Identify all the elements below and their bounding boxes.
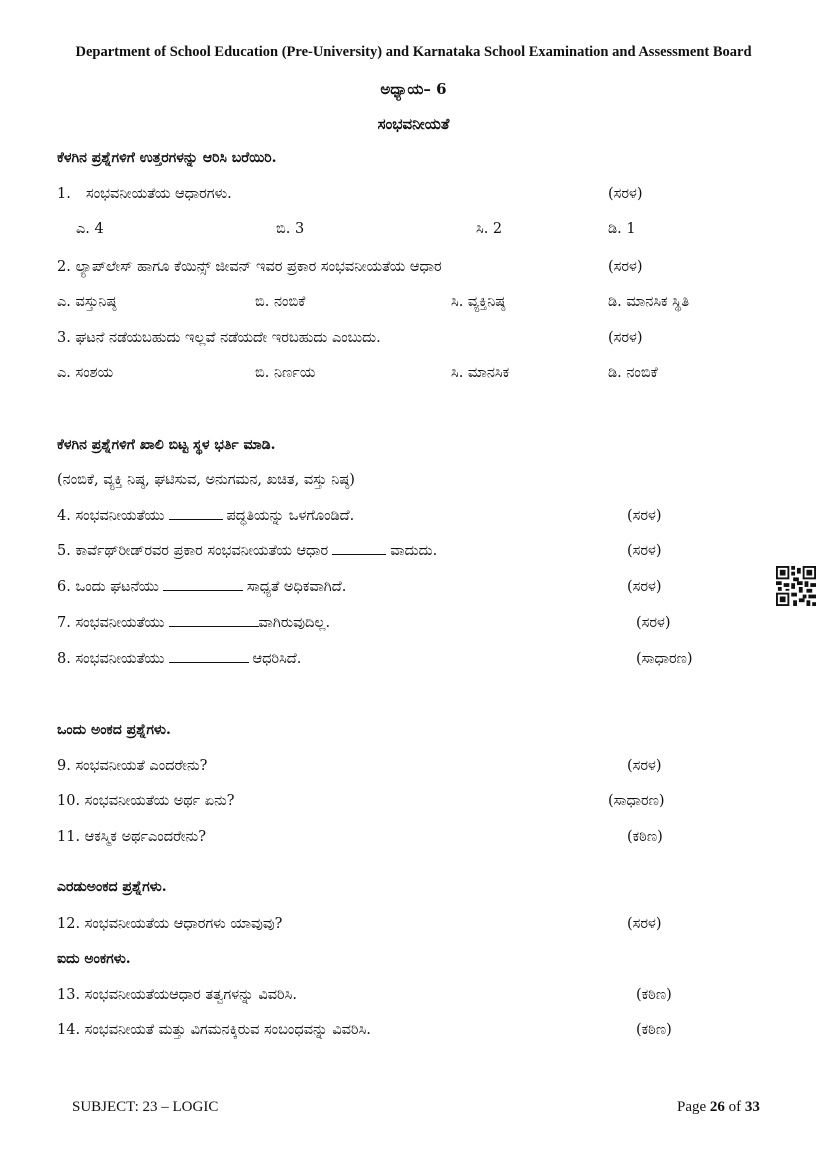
q4-blank xyxy=(169,518,223,520)
q6-text-b: ಸಾಧ್ಯತೆ ಅಧಿಕವಾಗಿದೆ. xyxy=(246,579,347,595)
q9-text: 9. ಸಂಭವನೀಯತೆ ಎಂದರೇನು? xyxy=(57,758,208,774)
q11-text: 11. ಆಕಸ್ಮಿಕ ಅರ್ಥಎಂದರೇನು? xyxy=(57,829,206,845)
q7-line xyxy=(57,615,330,631)
page-number: 26 xyxy=(709,1099,725,1115)
q1-option-c: ಸಿ. 2 xyxy=(476,221,503,237)
q4-difficulty: (ಸರಳ) xyxy=(627,508,662,524)
q3-option-d: ಡಿ. ನಂಬಿಕೆ xyxy=(608,365,658,381)
q5-text-b: ವಾದುದು. xyxy=(390,543,438,559)
q5-text-a: 5. ಕಾರ್ವೆಥ್‌ರೀಡ್‌ರವರ ಪ್ರಕಾರ ಸಂಭವನೀಯತೆಯ ಆಧಾರ xyxy=(57,543,329,559)
q12-difficulty: (ಸರಳ) xyxy=(627,916,662,932)
q8-text-b: ಆಧರಿಸಿದೆ. xyxy=(252,651,302,667)
q13-difficulty: (ಕಠಿಣ) xyxy=(636,987,672,1003)
q8-difficulty: (ಸಾಧಾರಣ) xyxy=(636,651,693,667)
q13-text: 13. ಸಂಭವನೀಯತೆಯಆಧಾರ ತತ್ವಗಳನ್ನು ವಿವರಿಸಿ. xyxy=(57,987,297,1003)
q1-number: 1. xyxy=(57,186,71,202)
page-total: 33 xyxy=(744,1099,760,1115)
fill-heading: ಕೆಳಗಿನ ಪ್ರಶ್ನೆಗಳಿಗೆ ಖಾಲಿ ಬಿಟ್ಟ ಸ್ಥಳ ಭರ್ತಿ ಮಾಡಿ. xyxy=(57,437,276,453)
two-mark-heading: ಎರಡುಅಂಕದ ಪ್ರಶ್ನೆಗಳು. xyxy=(57,879,167,895)
q14-difficulty: (ಕಠಿಣ) xyxy=(636,1022,672,1038)
of-label: of xyxy=(728,1099,742,1115)
q2-text: 2. ಲ್ಯಾಪ್‌ಲೇಸ್ ಹಾಗೂ ಕೆಯಿನ್ಸ್ ಜೀವನ್ ಇವರ ಪ್ರಕಾರ ಸಂಭವನೀಯತೆಯ ಆಧಾರ xyxy=(57,259,442,275)
q7-blank xyxy=(169,625,259,627)
q2-option-c: ಸಿ. ವ್ಯಕ್ತಿನಿಷ್ಠ xyxy=(451,294,506,310)
q9-difficulty: (ಸರಳ) xyxy=(627,758,662,774)
q3-option-b: ಬಿ. ನಿರ್ಣಯ xyxy=(255,365,316,381)
q8-text-a: 8. ಸಂಭವನೀಯತೆಯು xyxy=(57,651,165,667)
q3-difficulty: (ಸರಳ) xyxy=(608,330,643,346)
qr-code-icon xyxy=(776,566,816,606)
q8-line xyxy=(57,651,301,667)
mcq-heading: ಕೆಳಗಿನ ಪ್ರಶ್ನೆಗಳಿಗೆ ಉತ್ತರಗಳನ್ನು ಆರಿಸಿ ಬರೆಯಿರಿ. xyxy=(57,150,277,166)
q1-text: ಸಂಭವನೀಯತೆಯ ಆಧಾರಗಳು. xyxy=(86,186,232,202)
q7-text-a: 7. ಸಂಭವನೀಯತೆಯು xyxy=(57,615,165,631)
q1-option-a: ಎ. 4 xyxy=(76,221,104,237)
chapter-title: ಅಧ್ಯಾಯ– 6 xyxy=(380,80,447,98)
q2-option-a: ಎ. ವಸ್ತುನಿಷ್ಠ xyxy=(57,294,117,310)
q3-option-a: ಎ. ಸಂಶಯ xyxy=(57,365,114,381)
board-header: Department of School Education (Pre-University) and Karnataka School Examination and Assessment Board xyxy=(75,44,752,60)
q4-line xyxy=(57,508,354,524)
q2-option-d: ಡಿ. ಮಾನಸಿಕ ಸ್ಥಿತಿ xyxy=(608,294,690,310)
q14-text: 14. ಸಂಭವನೀಯತೆ ಮತ್ತು ವಿಗಮನಕ್ಕಿರುವ ಸಂಬಂಧವನ್ನು ವಿವರಿಸಿ. xyxy=(57,1022,371,1038)
q6-line xyxy=(57,579,346,595)
q7-difficulty: (ಸರಳ) xyxy=(636,615,671,631)
q8-blank xyxy=(169,661,249,663)
q6-blank xyxy=(163,589,243,591)
q3-text: 3. ಘಟನೆ ನಡೆಯಬಹುದು ಇಲ್ಲವೆ ನಡೆಯದೇ ಇರಬಹುದು ಎಂಬುದು. xyxy=(57,330,381,346)
q3-option-c: ಸಿ. ಮಾನಸಿಕ xyxy=(451,365,510,381)
q6-difficulty: (ಸರಳ) xyxy=(627,579,662,595)
q5-line xyxy=(57,543,437,559)
page-label: Page xyxy=(677,1099,707,1115)
topic-title: ಸಂಭವನೀಯತೆ xyxy=(377,115,450,133)
q1-option-b: ಬಿ. 3 xyxy=(276,221,305,237)
q10-difficulty: (ಸಾಧಾರಣ) xyxy=(608,793,665,809)
q2-option-b: ಬಿ. ನಂಬಿಕೆ xyxy=(255,294,306,310)
q10-text: 10. ಸಂಭವನೀಯತೆಯ ಅರ್ಥ ಏನು? xyxy=(57,793,235,809)
five-mark-heading: ಐದು ಅಂಕಗಳು. xyxy=(57,951,131,967)
q1-option-d: ಡಿ. 1 xyxy=(608,221,636,237)
q4-text-b: ಪದ್ಧತಿಯನ್ನು ಒಳಗೊಂಡಿದೆ. xyxy=(226,508,355,524)
q2-difficulty: (ಸರಳ) xyxy=(608,259,643,275)
footer-subject: SUBJECT: 23 – LOGIC xyxy=(72,1099,219,1115)
fill-choices: (ನಂಬಿಕೆ, ವ್ಯಕ್ತಿ ನಿಷ್ಠ, ಘಟಿಸುವ, ಅನುಗಮನ, ಖಚಿತ, ವಸ್ತು ನಿಷ್ಠ) xyxy=(57,472,355,488)
q4-text-a: 4. ಸಂಭವನೀಯತೆಯು xyxy=(57,508,165,524)
footer-page xyxy=(677,1099,760,1116)
q12-text: 12. ಸಂಭವನೀಯತೆಯ ಆಧಾರಗಳು ಯಾವುವು? xyxy=(57,916,283,932)
q5-difficulty: (ಸರಳ) xyxy=(627,543,662,559)
q6-text-a: 6. ಒಂದು ಘಟನೆಯು xyxy=(57,579,159,595)
q1-difficulty: (ಸರಳ) xyxy=(608,186,643,202)
q7-text-b: ವಾಗಿರುವುದಿಲ್ಲ. xyxy=(258,615,331,631)
q5-blank xyxy=(332,553,386,555)
q11-difficulty: (ಕಠಿಣ) xyxy=(627,829,663,845)
one-mark-heading: ಒಂದು ಅಂಕದ ಪ್ರಶ್ನೆಗಳು. xyxy=(57,722,171,738)
